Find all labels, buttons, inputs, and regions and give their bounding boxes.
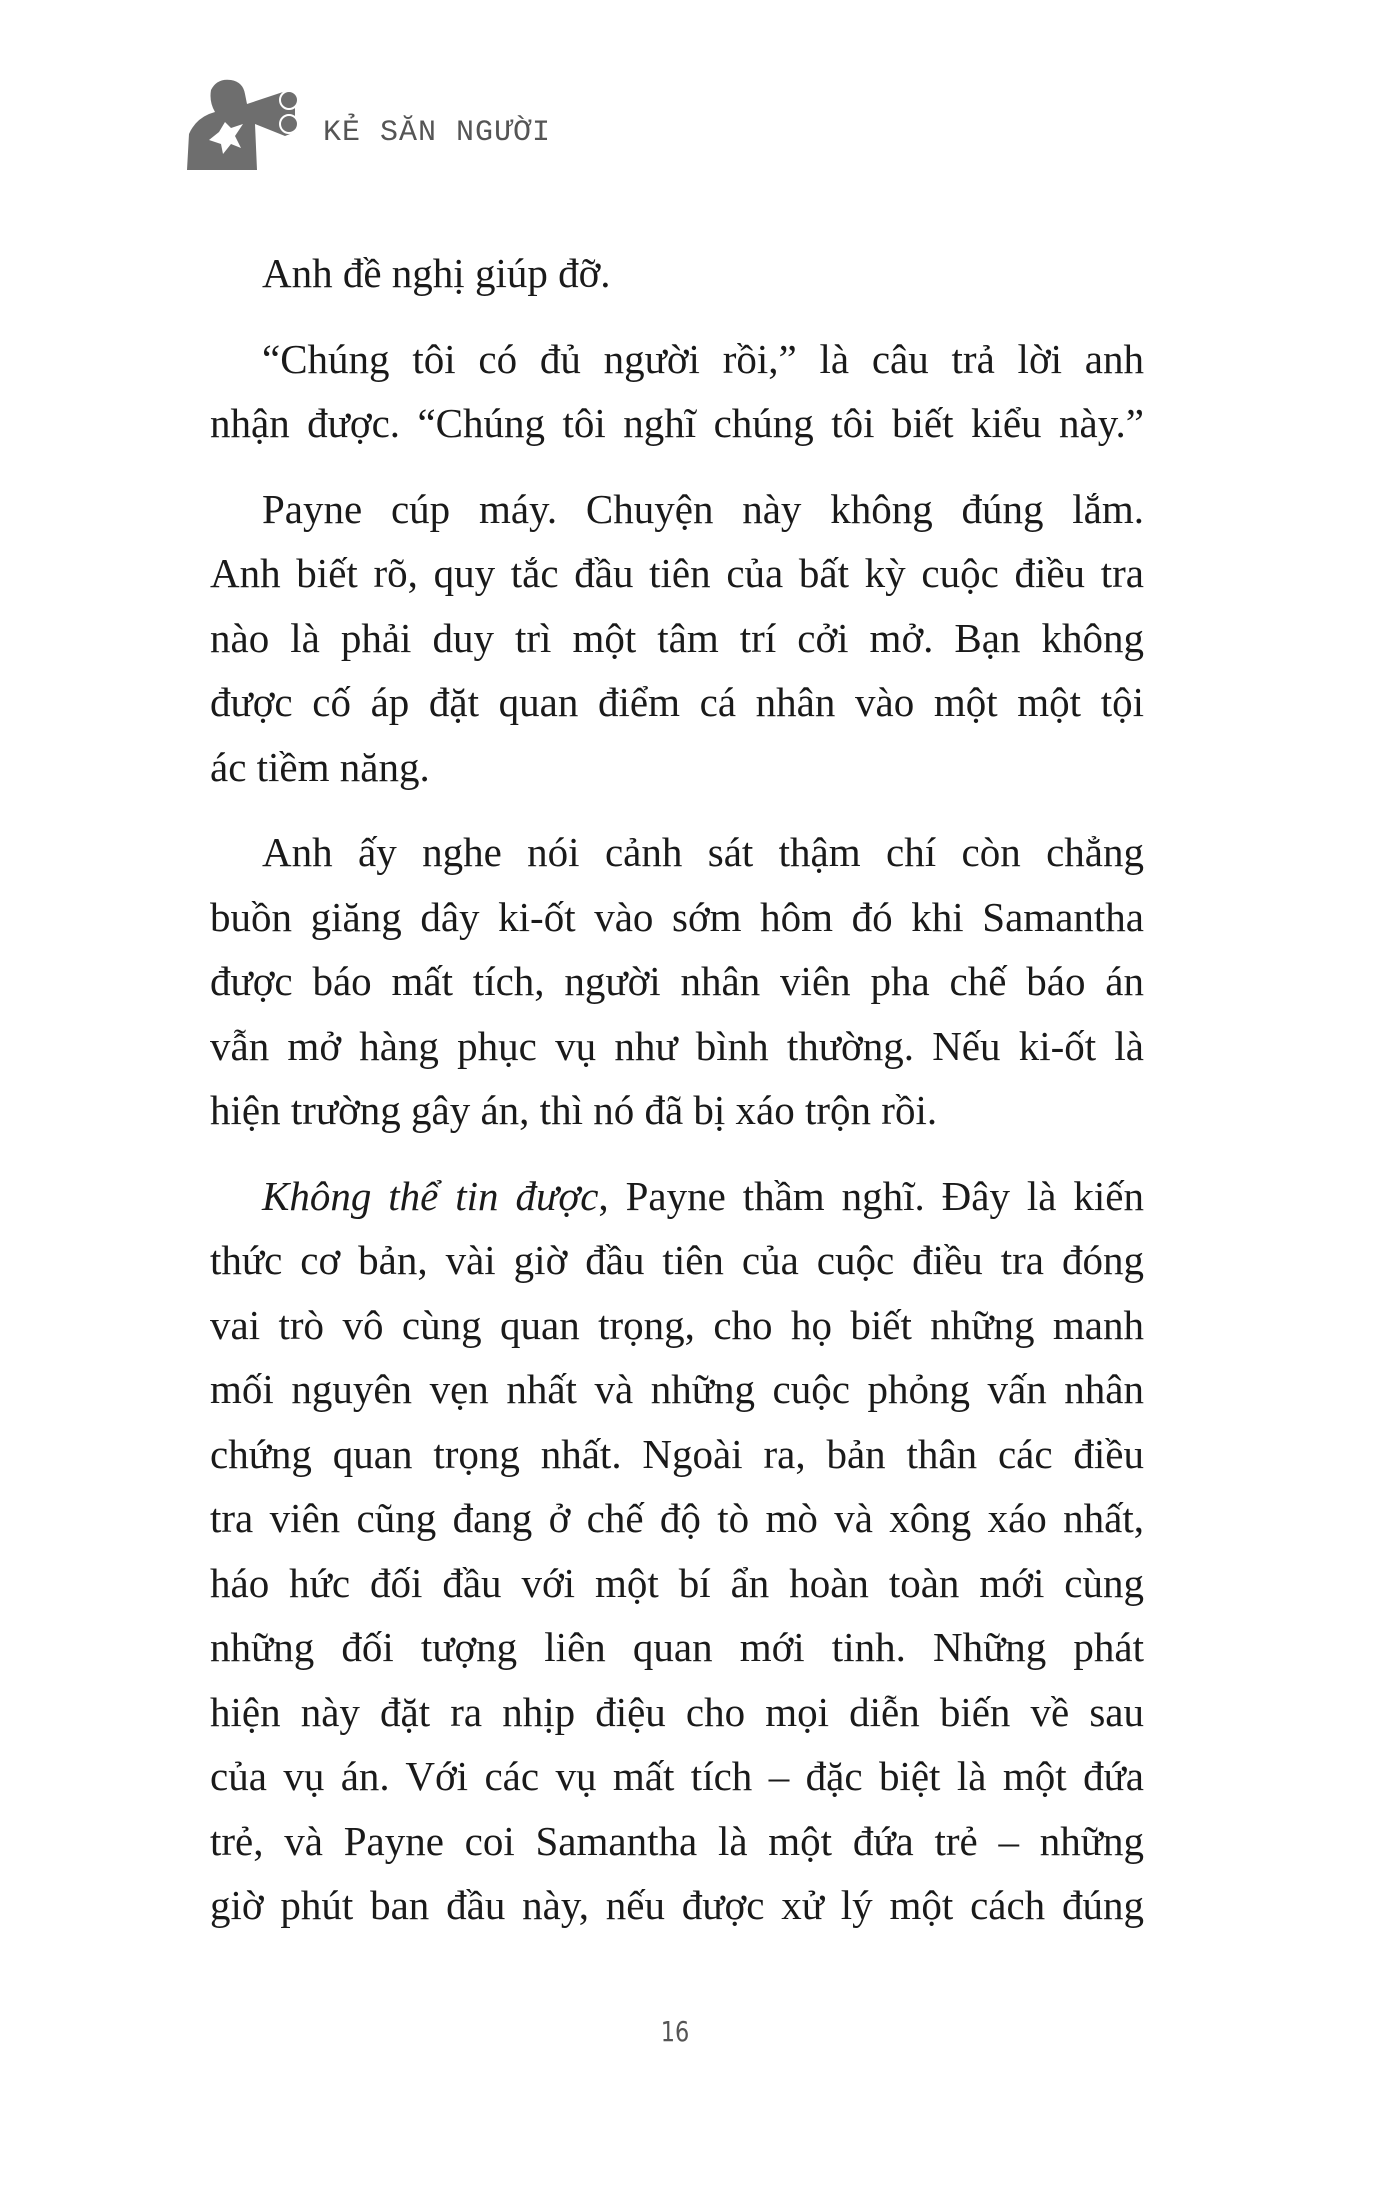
page-number: 16 xyxy=(660,2015,690,2048)
text-line: Anh đề nghị giúp đỡ. xyxy=(262,250,611,296)
text-line: được báo mất tích, người nhân viên pha chế báo án xyxy=(210,958,1144,1004)
text-line: của vụ án. Với các vụ mất tích – đặc biệt là một đứa xyxy=(210,1753,1144,1799)
text-line: Anh biết rõ, quy tắc đầu tiên của bất kỳ cuộc điều tra xyxy=(210,550,1144,596)
text-segment: , Payne thầm nghĩ. Đây là kiến xyxy=(598,1172,1144,1219)
paragraph xyxy=(210,477,1144,800)
text-line: hiện này đặt ra nhịp điệu cho mọi diễn biến về sau xyxy=(210,1688,1144,1735)
text-line: chứng quan trọng nhất. Ngoài ra, bản thân các điều xyxy=(210,1430,1144,1477)
text-line: buồn giăng dây ki-ốt vào sớm hôm đó khi Samantha xyxy=(210,893,1144,940)
text-line: trẻ, và Payne coi Samantha là một đứa trẻ – những xyxy=(210,1817,1144,1864)
text-line: nhận được. “Chúng tôi nghĩ chúng tôi biết kiểu này.” xyxy=(210,400,1144,446)
text-line: Anh ấy nghe nói cảnh sát thậm chí còn chẳng xyxy=(262,829,1144,875)
italic-thought: Không thể tin được xyxy=(262,1172,599,1219)
body-text xyxy=(210,241,1144,1959)
text-line: Payne cúp máy. Chuyện này không đúng lắm. xyxy=(262,485,1144,532)
text-line: “Chúng tôi có đủ người rồi,” là câu trả lời anh xyxy=(262,335,1144,382)
text-line: những đối tượng liên quan mới tinh. Những phát xyxy=(210,1624,1144,1670)
hunter-with-shotgun-icon xyxy=(185,74,305,170)
running-header xyxy=(185,74,551,170)
text-line: mối nguyên vẹn nhất và những cuộc phỏng vấn nhân xyxy=(210,1366,1144,1412)
text-line: háo hức đối đầu với một bí ẩn hoàn toàn mới cùng xyxy=(210,1559,1144,1606)
text-line: được cố áp đặt quan điểm cá nhân vào một một tội xyxy=(210,679,1144,725)
paragraph xyxy=(210,1164,1144,1938)
text-line: thức cơ bản, vài giờ đầu tiên của cuộc điều tra đóng xyxy=(210,1237,1144,1283)
text-line: tra viên cũng đang ở chế độ tò mò và xông xáo nhất, xyxy=(210,1495,1144,1541)
text-line: vẫn mở hàng phục vụ như bình thường. Nếu ki-ốt là xyxy=(210,1022,1144,1069)
paragraph xyxy=(210,241,1144,306)
paragraph xyxy=(210,820,1144,1143)
paragraph xyxy=(210,327,1144,456)
running-title: KẺ SĂN NGƯỜI xyxy=(323,116,552,150)
text-line: giờ phút ban đầu này, nếu được xử lý một cách đúng xyxy=(210,1882,1144,1928)
text-line xyxy=(210,1164,1144,1229)
text-line: hiện trường gây án, thì nó đã bị xáo trộn rồi. xyxy=(210,1087,938,1133)
text-line: ác tiềm năng. xyxy=(210,743,430,790)
text-line: nào là phải duy trì một tâm trí cởi mở. Bạn không xyxy=(210,614,1144,661)
text-line: vai trò vô cùng quan trọng, cho họ biết những manh xyxy=(210,1301,1144,1348)
